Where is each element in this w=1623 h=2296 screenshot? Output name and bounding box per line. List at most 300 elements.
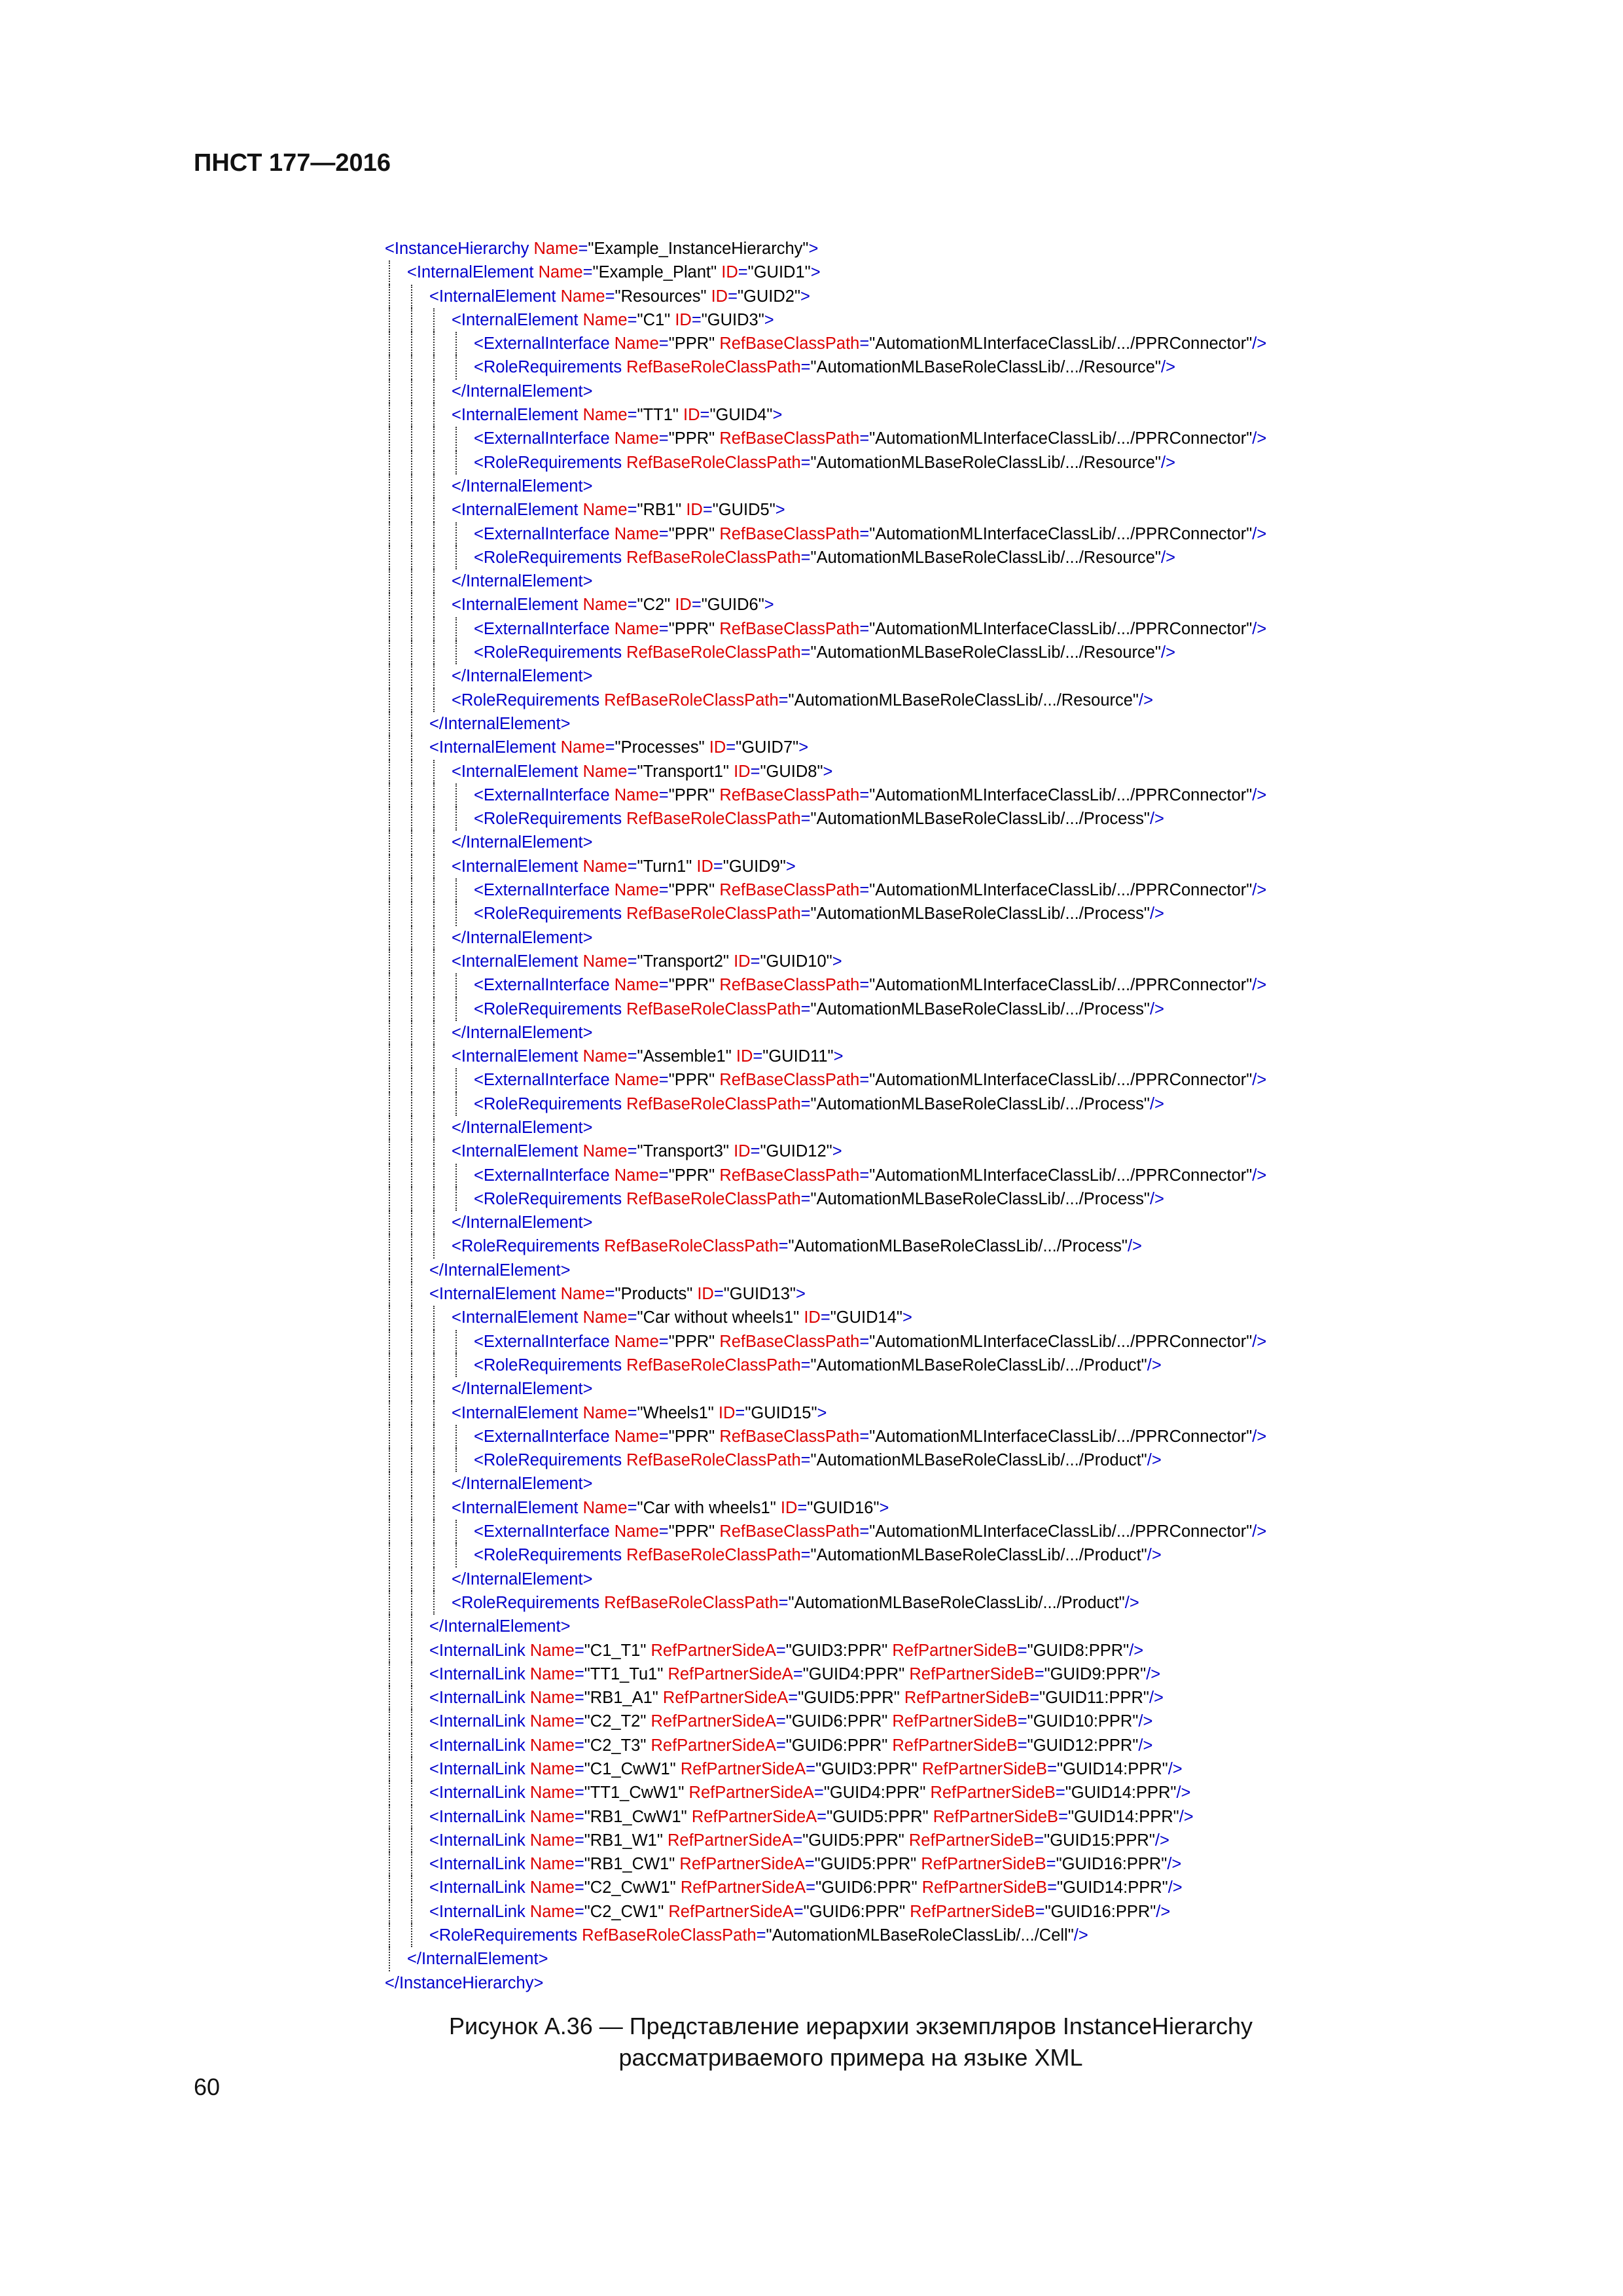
xml-token-attr: RefBaseRoleClassPath — [626, 358, 801, 377]
xml-token-val: "GUID14:PPR" — [1056, 1878, 1168, 1897]
xml-token-val: "GUID5:PPR" — [798, 1689, 904, 1708]
xml-token-val: "AutomationMLInterfaceClassLib/.../PPRConnector" — [869, 524, 1253, 543]
indent-guide — [389, 285, 390, 308]
xml-token-tag: /> — [1168, 1760, 1183, 1778]
xml-token-attr: RefBaseRoleClassPath — [626, 999, 801, 1018]
xml-line — [385, 783, 1510, 807]
indent-guide — [389, 1520, 390, 1543]
indent-guide — [433, 1448, 435, 1472]
xml-token-val: "GUID3:PPR" — [785, 1641, 893, 1660]
xml-token-tag: /> — [1149, 905, 1164, 924]
xml-token-eq: = — [658, 619, 669, 638]
xml-line-content — [385, 1475, 592, 1493]
indent-guide — [433, 593, 435, 617]
xml-token-eq: = — [658, 1332, 669, 1351]
xml-line-content — [385, 1784, 1190, 1802]
xml-token-eq: = — [859, 524, 870, 543]
xml-token-val: "TT1_CwW1" — [584, 1784, 689, 1803]
xml-line-content — [385, 1594, 1139, 1612]
xml-token-eq: = — [627, 501, 637, 520]
xml-token-attr: RefBaseClassPath — [719, 881, 860, 900]
xml-token-tag: /> — [1179, 1807, 1194, 1826]
xml-token-attr: RefBaseRoleClassPath — [626, 1094, 801, 1113]
xml-token-tag: <RoleRequirements — [474, 1189, 627, 1208]
xml-line-content — [385, 454, 1175, 472]
indent-guide — [389, 308, 390, 332]
xml-token-eq: = — [1017, 1712, 1027, 1731]
indent-guide — [433, 1496, 435, 1520]
xml-token-attr: RefPartnerSideB — [904, 1689, 1030, 1708]
indent-guide — [411, 1187, 412, 1211]
xml-token-val: "GUID12:PPR" — [1027, 1736, 1139, 1755]
xml-token-attr: ID — [675, 596, 692, 615]
xml-token-eq: = — [700, 406, 710, 425]
xml-token-eq: = — [605, 287, 615, 306]
xml-token-eq: = — [627, 1308, 637, 1327]
indent-guide — [455, 427, 457, 450]
xml-token-tag: <RoleRequirements — [474, 358, 627, 377]
xml-token-tag: /> — [1252, 1071, 1267, 1090]
indent-guide — [389, 1282, 390, 1306]
xml-token-tag: > — [832, 1142, 842, 1161]
xml-token-val: "C2_CwW1" — [584, 1878, 681, 1897]
xml-token-attr: RefBaseRoleClassPath — [604, 691, 779, 709]
xml-line — [385, 1306, 1510, 1329]
xml-token-eq: = — [817, 1807, 827, 1826]
xml-token-attr: RefPartnerSideA — [680, 1760, 806, 1778]
xml-line — [385, 1401, 1510, 1425]
xml-token-eq: = — [658, 1071, 669, 1090]
xml-line-content — [385, 1427, 1266, 1446]
xml-token-eq: = — [728, 287, 738, 306]
xml-line-content — [385, 548, 1175, 567]
indent-guide — [455, 1354, 457, 1377]
indent-guide — [433, 1187, 435, 1211]
xml-token-val: "AutomationMLBaseRoleClassLib/.../Process" — [810, 1189, 1150, 1208]
xml-token-val: "Products" — [615, 1285, 698, 1304]
xml-line-content — [385, 1974, 543, 1992]
xml-line-content — [385, 1380, 592, 1398]
xml-token-attr: RefPartnerSideB — [910, 1902, 1035, 1921]
indent-guide — [389, 926, 390, 950]
indent-guide — [433, 902, 435, 925]
xml-token-tag: <ExternalInterface — [474, 1427, 615, 1446]
xml-line-content — [385, 1356, 1162, 1374]
xml-token-tag: /> — [1147, 1451, 1162, 1470]
xml-token-attr: ID — [736, 1047, 753, 1066]
xml-line — [385, 1639, 1510, 1662]
xml-line — [385, 712, 1510, 736]
xml-line-content — [385, 525, 1266, 543]
xml-token-attr: Name — [582, 596, 628, 615]
xml-token-tag: /> — [1176, 1784, 1191, 1803]
xml-token-val: "Example_Plant" — [592, 263, 722, 282]
indent-guide — [389, 1092, 390, 1116]
xml-token-tag: </InternalElement> — [452, 572, 593, 591]
xml-token-tag: </InternalElement> — [452, 833, 593, 852]
xml-token-tag: <RoleRequirements — [452, 1593, 605, 1612]
xml-line-content — [385, 1499, 889, 1517]
xml-token-eq: = — [859, 334, 870, 353]
xml-token-eq: = — [1047, 1878, 1057, 1897]
xml-token-tag: > — [798, 738, 809, 757]
xml-token-val: "Car without wheels1" — [637, 1308, 804, 1327]
indent-guide — [455, 617, 457, 641]
xml-token-attr: Name — [529, 1664, 575, 1683]
xml-token-val: "RB1" — [637, 501, 687, 520]
xml-token-attr: Name — [529, 1736, 575, 1755]
xml-token-tag: > — [775, 501, 785, 520]
indent-guide — [411, 617, 412, 641]
indent-guide — [411, 1829, 412, 1852]
xml-line-content — [385, 1024, 592, 1042]
indent-guide — [389, 689, 390, 712]
xml-token-tag: > — [823, 762, 833, 781]
xml-token-tag: /> — [1252, 619, 1267, 638]
xml-token-val: "GUID16:PPR" — [1044, 1902, 1156, 1921]
indent-guide — [389, 783, 390, 807]
xml-token-attr: RefPartnerSideA — [651, 1641, 776, 1660]
xml-line-content — [385, 358, 1175, 376]
xml-line — [385, 1092, 1510, 1116]
page-number: 60 — [194, 2073, 221, 2100]
indent-guide — [411, 475, 412, 498]
indent-guide — [389, 1164, 390, 1187]
xml-token-eq: = — [800, 548, 811, 567]
indent-guide — [411, 1924, 412, 1947]
xml-token-eq: = — [738, 263, 748, 282]
indent-guide — [411, 1330, 412, 1354]
xml-token-val: "AutomationMLInterfaceClassLib/.../PPRConnector" — [869, 334, 1253, 353]
indent-guide — [411, 973, 412, 997]
indent-guide — [411, 1805, 412, 1829]
xml-token-tag: <InternalElement — [407, 263, 539, 282]
indent-guide — [389, 1211, 390, 1234]
indent-guide — [389, 617, 390, 641]
xml-token-eq: = — [658, 1166, 669, 1185]
xml-line-content — [385, 596, 774, 614]
indent-guide — [411, 1377, 412, 1401]
indent-guide — [411, 831, 412, 854]
xml-token-tag: </InternalElement> — [429, 1261, 571, 1280]
xml-line — [385, 1472, 1510, 1496]
xml-token-eq: = — [859, 785, 870, 804]
indent-guide — [411, 760, 412, 783]
xml-token-tag: </InstanceHierarchy> — [385, 1973, 544, 1992]
indent-guide — [389, 712, 390, 736]
xml-line — [385, 1377, 1510, 1401]
indent-guide — [389, 1686, 390, 1710]
xml-token-val: "AutomationMLInterfaceClassLib/.../PPRConnector" — [869, 1166, 1253, 1185]
indent-guide — [433, 451, 435, 475]
xml-token-attr: Name — [582, 501, 628, 520]
indent-guide — [455, 522, 457, 546]
xml-line — [385, 1211, 1510, 1234]
xml-line-content — [385, 334, 1266, 353]
xml-token-attr: RefPartnerSideB — [892, 1712, 1018, 1731]
xml-token-val: "Transport3" — [637, 1142, 734, 1161]
xml-token-attr: RefBaseRoleClassPath — [604, 1593, 779, 1612]
xml-token-tag: > — [785, 857, 796, 876]
xml-token-val: "AutomationMLInterfaceClassLib/.../PPRConnector" — [869, 619, 1253, 638]
xml-line-content — [385, 1213, 592, 1232]
xml-line-content — [385, 406, 782, 424]
xml-token-val: "GUID10" — [760, 952, 832, 971]
xml-token-eq: = — [753, 1047, 763, 1066]
xml-line — [385, 593, 1510, 617]
xml-token-attr: Name — [582, 1047, 628, 1066]
xml-token-attr: RefPartnerSideB — [921, 1878, 1048, 1897]
xml-token-val: "GUID16:PPR" — [1056, 1855, 1168, 1874]
indent-guide — [455, 355, 457, 379]
xml-token-eq: = — [800, 905, 811, 924]
indent-guide — [455, 1448, 457, 1472]
xml-token-val: "AutomationMLBaseRoleClassLib/.../Resource" — [810, 453, 1161, 472]
xml-line-content — [385, 240, 818, 258]
xml-token-val: "AutomationMLBaseRoleClassLib/.../Product" — [788, 1593, 1125, 1612]
indent-guide — [455, 1187, 457, 1211]
xml-token-val: "GUID5:PPR" — [827, 1807, 933, 1826]
xml-line — [385, 237, 1510, 260]
xml-line — [385, 403, 1510, 427]
indent-guide — [433, 1591, 435, 1615]
xml-token-eq: = — [627, 1498, 637, 1517]
xml-token-tag: /> — [1127, 1237, 1142, 1256]
xml-token-attr: Name — [560, 1285, 605, 1304]
xml-token-eq: = — [804, 1855, 815, 1874]
indent-guide — [389, 1924, 390, 1947]
indent-guide — [411, 1211, 412, 1234]
indent-guide — [433, 427, 435, 450]
xml-token-val: "Transport1" — [637, 762, 734, 781]
xml-token-attr: RefBaseRoleClassPath — [626, 548, 801, 567]
indent-guide — [433, 617, 435, 641]
xml-line-content — [385, 1665, 1160, 1683]
xml-line — [385, 1068, 1510, 1092]
xml-token-eq: = — [859, 1332, 870, 1351]
indent-guide — [389, 1187, 390, 1211]
indent-guide — [411, 355, 412, 379]
xml-token-eq: = — [859, 881, 870, 900]
xml-token-eq: = — [691, 310, 702, 329]
xml-token-eq: = — [859, 619, 870, 638]
xml-line-content — [385, 881, 1266, 899]
xml-token-eq: = — [1035, 1902, 1045, 1921]
xml-token-attr: Name — [614, 524, 659, 543]
indent-guide — [389, 807, 390, 831]
xml-line-content — [385, 1071, 1266, 1089]
xml-token-tag: /> — [1252, 334, 1267, 353]
indent-guide — [389, 1472, 390, 1496]
xml-token-attr: ID — [709, 738, 726, 757]
xml-token-attr: ID — [711, 287, 728, 306]
indent-guide — [389, 973, 390, 997]
xml-line — [385, 641, 1510, 664]
xml-token-eq: = — [800, 1189, 811, 1208]
xml-token-attr: ID — [734, 952, 751, 971]
xml-token-tag: <InternalLink — [429, 1807, 530, 1826]
xml-token-tag: /> — [1161, 548, 1175, 567]
xml-token-tag: /> — [1138, 1736, 1153, 1755]
xml-token-eq: = — [574, 1807, 584, 1826]
indent-guide — [411, 1876, 412, 1899]
xml-token-val: "GUID10:PPR" — [1027, 1712, 1139, 1731]
xml-token-eq: = — [574, 1784, 584, 1803]
xml-line-content — [385, 1903, 1170, 1921]
xml-line-content — [385, 738, 808, 757]
xml-token-tag: /> — [1167, 1855, 1182, 1874]
xml-line-content — [385, 786, 1266, 804]
xml-token-attr: RefPartnerSideB — [930, 1784, 1056, 1803]
xml-line — [385, 260, 1510, 284]
xml-token-attr: ID — [780, 1498, 798, 1517]
xml-token-attr: RefBaseClassPath — [719, 334, 860, 353]
xml-token-val: "GUID7" — [736, 738, 799, 757]
indent-guide — [389, 1021, 390, 1045]
indent-guide — [411, 641, 412, 664]
indent-guide — [389, 1377, 390, 1401]
xml-line — [385, 1900, 1510, 1924]
xml-token-tag: </InternalElement> — [452, 667, 593, 686]
xml-token-tag: </InternalElement> — [452, 1213, 593, 1232]
xml-token-tag: /> — [1252, 881, 1267, 900]
indent-guide — [455, 1520, 457, 1543]
xml-token-tag: /> — [1149, 810, 1164, 829]
xml-line — [385, 546, 1510, 569]
xml-token-eq: = — [691, 596, 702, 615]
xml-token-attr: RefPartnerSideB — [921, 1760, 1048, 1778]
xml-token-tag: <RoleRequirements — [474, 1355, 627, 1374]
xml-token-attr: Name — [529, 1807, 575, 1826]
indent-guide — [389, 451, 390, 475]
xml-token-tag: /> — [1252, 976, 1267, 995]
xml-line — [385, 1829, 1510, 1852]
xml-line-content — [385, 715, 570, 733]
xml-line-content — [385, 1546, 1162, 1564]
indent-guide — [389, 1757, 390, 1781]
indent-guide — [433, 783, 435, 807]
xml-token-eq: = — [750, 1142, 760, 1161]
indent-guide — [455, 807, 457, 831]
xml-token-tag: /> — [1252, 429, 1267, 448]
indent-guide — [411, 855, 412, 878]
indent-guide — [411, 1068, 412, 1092]
xml-token-eq: = — [859, 429, 870, 448]
xml-token-attr: RefPartnerSideA — [680, 1878, 806, 1897]
xml-token-val: "AutomationMLInterfaceClassLib/.../PPRConnector" — [869, 1332, 1253, 1351]
indent-guide — [455, 1092, 457, 1116]
xml-line — [385, 902, 1510, 925]
xml-token-attr: Name — [614, 785, 659, 804]
xml-token-eq: = — [658, 524, 669, 543]
xml-token-eq: = — [800, 810, 811, 829]
xml-token-tag: /> — [1252, 1332, 1267, 1351]
xml-token-tag: </InternalElement> — [452, 1023, 593, 1042]
xml-token-val: "AutomationMLBaseRoleClassLib/.../Cell" — [766, 1926, 1074, 1945]
xml-token-attr: Name — [582, 1498, 628, 1517]
xml-token-tag: </InternalElement> — [452, 1570, 593, 1588]
indent-guide — [389, 1330, 390, 1354]
xml-token-eq: = — [859, 1071, 870, 1090]
indent-guide — [389, 569, 390, 593]
xml-token-attr: Name — [529, 1878, 575, 1897]
xml-line — [385, 427, 1510, 450]
xml-token-eq: = — [1034, 1664, 1044, 1683]
xml-line-content — [385, 643, 1175, 662]
xml-token-val: "GUID6" — [701, 596, 764, 615]
xml-token-eq: = — [800, 453, 811, 472]
xml-token-val: "GUID6:PPR" — [815, 1878, 922, 1897]
xml-token-tag: /> — [1147, 1355, 1162, 1374]
xml-token-val: "AutomationMLInterfaceClassLib/.../PPRConnector" — [869, 429, 1253, 448]
xml-token-eq: = — [800, 358, 811, 377]
indent-guide — [389, 1900, 390, 1924]
xml-token-attr: Name — [529, 1641, 575, 1660]
indent-guide — [433, 546, 435, 569]
indent-guide — [389, 736, 390, 759]
xml-token-val: "AutomationMLInterfaceClassLib/.../PPRConnector" — [869, 785, 1253, 804]
xml-token-eq: = — [1029, 1689, 1040, 1708]
xml-line — [385, 1876, 1510, 1899]
xml-token-val: "PPR" — [668, 1332, 720, 1351]
xml-token-attr: ID — [683, 406, 700, 425]
indent-guide — [433, 1234, 435, 1258]
xml-token-val: "AutomationMLBaseRoleClassLib/.../Resource" — [810, 548, 1161, 567]
indent-guide — [411, 1662, 412, 1686]
xml-line — [385, 997, 1510, 1021]
indent-guide — [389, 641, 390, 664]
xml-token-attr: RefPartnerSideA — [679, 1855, 805, 1874]
indent-guide — [455, 451, 457, 475]
xml-token-tag: /> — [1168, 1878, 1183, 1897]
xml-line-content — [385, 1166, 1266, 1185]
indent-guide — [411, 902, 412, 925]
xml-line-content — [385, 810, 1164, 828]
xml-line — [385, 1615, 1510, 1638]
xml-token-eq: = — [627, 762, 637, 781]
xml-token-val: "GUID14:PPR" — [1065, 1784, 1177, 1803]
indent-guide — [411, 1401, 412, 1425]
indent-guide — [389, 522, 390, 546]
indent-guide — [433, 831, 435, 854]
xml-line — [385, 878, 1510, 902]
xml-token-val: "GUID6:PPR" — [785, 1736, 893, 1755]
xml-token-tag: > — [772, 406, 783, 425]
xml-token-attr: Name — [582, 762, 628, 781]
xml-token-eq: = — [658, 334, 669, 353]
xml-token-attr: RefBaseRoleClassPath — [626, 643, 801, 662]
xml-line-content — [385, 477, 592, 495]
xml-token-tag: <InternalElement — [429, 287, 561, 306]
xml-token-tag: /> — [1149, 1689, 1164, 1708]
indent-guide — [433, 664, 435, 688]
xml-token-tag: /> — [1139, 691, 1153, 709]
indent-guide — [433, 1045, 435, 1068]
xml-token-attr: Name — [529, 1689, 575, 1708]
xml-token-val: "GUID3:PPR" — [815, 1760, 922, 1778]
xml-token-eq: = — [726, 738, 736, 757]
indent-guide — [433, 308, 435, 332]
figure-caption — [0, 2011, 1623, 2073]
indent-guide — [389, 1259, 390, 1282]
xml-token-eq: = — [582, 263, 593, 282]
xml-line — [385, 807, 1510, 831]
xml-token-val: "PPR" — [668, 429, 720, 448]
xml-token-attr: RefBaseClassPath — [719, 1522, 860, 1541]
xml-token-val: "RB1_W1" — [584, 1831, 668, 1850]
xml-line-content — [385, 572, 592, 590]
xml-token-eq: = — [1047, 1760, 1057, 1778]
